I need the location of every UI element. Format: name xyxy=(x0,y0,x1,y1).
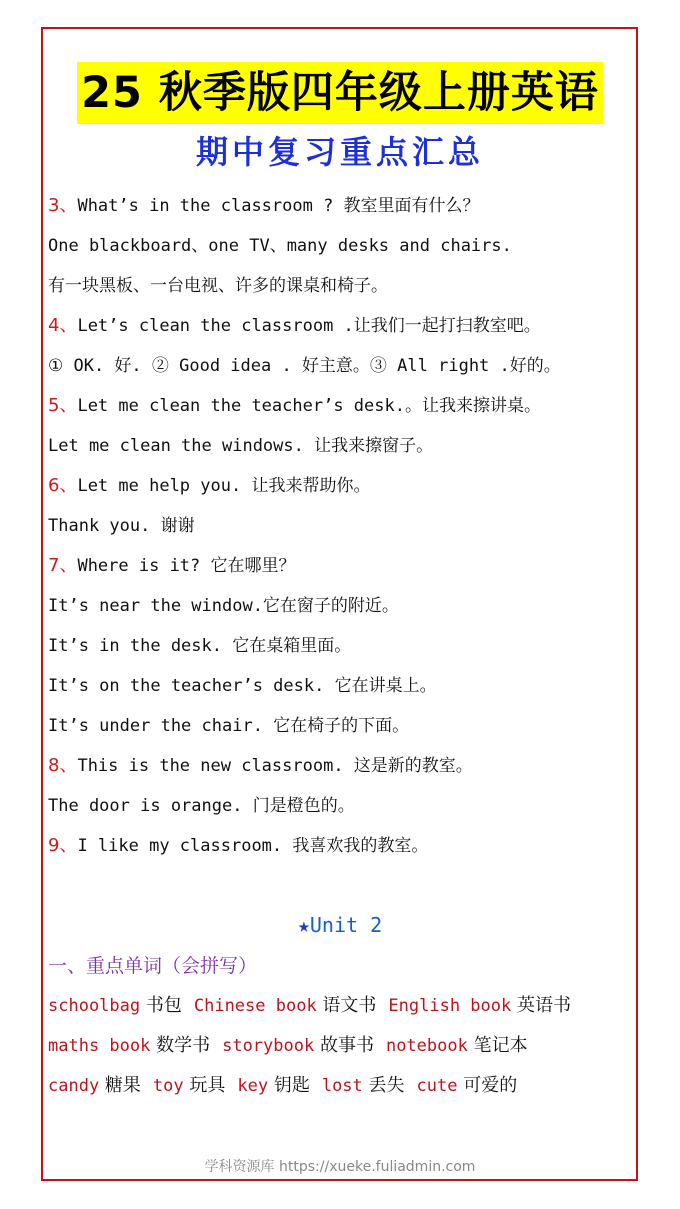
content-line xyxy=(48,226,640,266)
line-text: It’s under the chair. 它在椅子的下面。 xyxy=(48,716,410,736)
vocab-word: notebook xyxy=(385,1036,468,1056)
line-text: The door is orange. 门是橙色的。 xyxy=(48,796,355,816)
line-text: What’s in the classroom ? 教室里面有什么？ xyxy=(77,196,480,216)
content-line xyxy=(48,506,640,546)
line-text: I like my classroom. 我喜欢我的教室。 xyxy=(77,836,429,856)
page-title: 25 秋季版四年级上册英语 xyxy=(77,62,603,124)
content-line xyxy=(48,626,640,666)
vocab-meaning: 丢失 xyxy=(368,1075,405,1096)
vocab-word: storybook xyxy=(222,1036,315,1056)
item-number: 7、 xyxy=(48,555,78,576)
content-line xyxy=(48,386,640,426)
vocab-list xyxy=(48,986,648,1106)
line-text: Thank you. 谢谢 xyxy=(48,516,195,536)
unit-title: Unit 2 xyxy=(309,913,383,937)
section-heading: 一、重点单词（会拼写） xyxy=(48,955,258,977)
line-text: 有一块黑板、一台电视、许多的课桌和椅子。 xyxy=(48,276,388,296)
item-number: 3、 xyxy=(48,195,78,216)
line-text: This is the new classroom. 这是新的教室。 xyxy=(77,756,473,776)
item-number: 9、 xyxy=(48,835,78,856)
footer-watermark: 学科资源库 https://xueke.fuliadmin.com xyxy=(204,1159,476,1175)
vocab-meaning: 可爱的 xyxy=(463,1075,518,1096)
line-text: Let me help you. 让我来帮助你。 xyxy=(77,476,371,496)
vocab-meaning: 语文书 xyxy=(322,995,377,1016)
vocab-word: candy xyxy=(48,1076,100,1096)
item-number: 5、 xyxy=(48,395,78,416)
item-number: 8、 xyxy=(48,755,78,776)
content-line xyxy=(48,786,640,826)
line-text: Let me clean the teacher’s desk.。让我来擦讲桌。 xyxy=(77,396,541,416)
vocab-row xyxy=(48,1026,648,1066)
title-wrap xyxy=(0,62,680,124)
vocab-meaning: 故事书 xyxy=(319,1035,374,1056)
item-number: 4、 xyxy=(48,315,78,336)
content-line xyxy=(48,426,640,466)
line-text: One blackboard、one TV、many desks and chairs. xyxy=(48,236,512,256)
content-line xyxy=(48,186,640,226)
content-line xyxy=(48,546,640,586)
vocab-meaning: 英语书 xyxy=(516,995,571,1016)
line-text: Let’s clean the classroom .让我们一起打扫教室吧。 xyxy=(77,316,541,336)
vocab-row xyxy=(48,1066,648,1106)
content-line xyxy=(48,346,640,386)
page-subtitle: 期中复习重点汇总 xyxy=(195,133,484,171)
vocab-meaning: 笔记本 xyxy=(473,1035,528,1056)
vocab-word: key xyxy=(237,1076,269,1096)
vocab-meaning: 钥匙 xyxy=(273,1075,310,1096)
content-line xyxy=(48,466,640,506)
vocab-meaning: 书包 xyxy=(145,995,182,1016)
content-line xyxy=(48,666,640,706)
content-line xyxy=(48,266,640,306)
vocab-word: cute xyxy=(416,1076,458,1096)
content-line xyxy=(48,586,640,626)
vocab-meaning: 糖果 xyxy=(104,1075,141,1096)
item-number: 6、 xyxy=(48,475,78,496)
vocab-word: Chinese book xyxy=(193,996,317,1016)
unit-heading xyxy=(0,905,680,945)
vocab-word: English book xyxy=(388,996,512,1016)
vocab-word: schoolbag xyxy=(48,996,141,1016)
content-line xyxy=(48,826,640,866)
vocab-row xyxy=(48,986,648,1026)
line-text: It’s in the desk. 它在桌箱里面。 xyxy=(48,636,352,656)
vocab-word: toy xyxy=(152,1076,184,1096)
content-lines xyxy=(48,186,640,866)
line-text: It’s near the window.它在窗子的附近。 xyxy=(48,596,399,616)
vocab-word: maths book xyxy=(48,1036,151,1056)
line-text: It’s on the teacher’s desk. 它在讲桌上。 xyxy=(48,676,437,696)
content-line xyxy=(48,706,640,746)
line-text: ① OK. 好. ② Good idea . 好主意。③ All right .好的。 xyxy=(48,356,561,376)
star-icon: ★ xyxy=(297,913,310,937)
line-text: Where is it? 它在哪里？ xyxy=(77,556,296,576)
line-text: Let me clean the windows. 让我来擦窗子。 xyxy=(48,436,434,456)
content-line xyxy=(48,306,640,346)
vocab-word: lost xyxy=(321,1076,363,1096)
vocab-meaning: 玩具 xyxy=(189,1075,226,1096)
vocab-meaning: 数学书 xyxy=(156,1035,211,1056)
content-line xyxy=(48,746,640,786)
